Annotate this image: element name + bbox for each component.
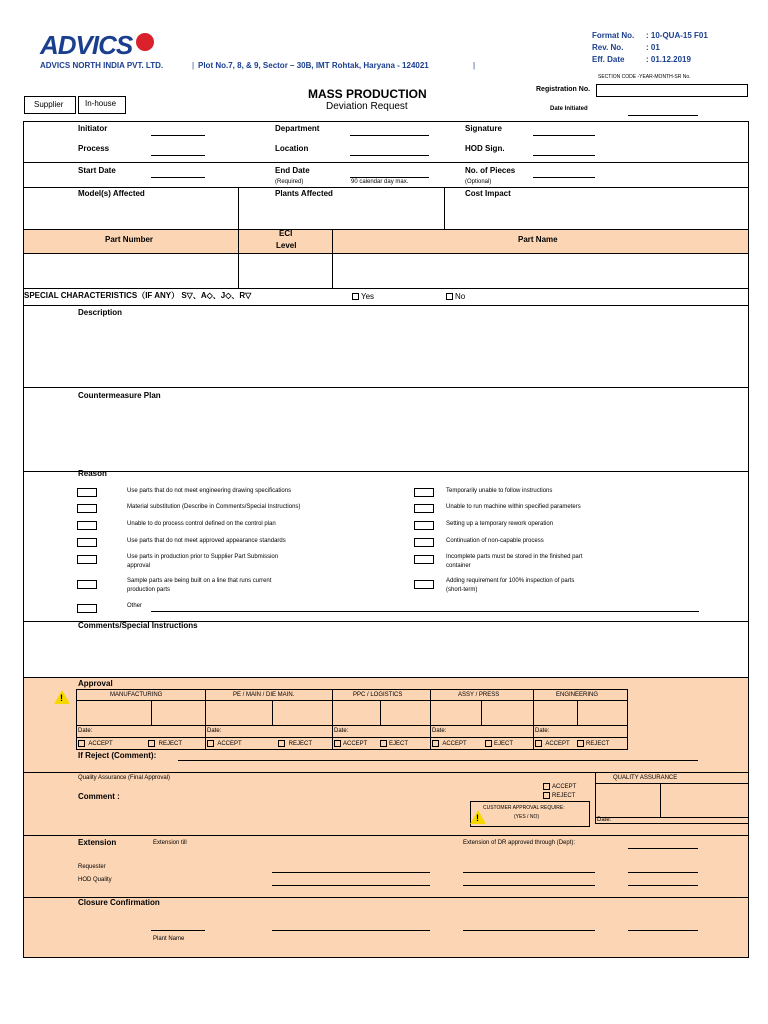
approval-grid-v5b bbox=[577, 700, 578, 725]
reject-checkbox-2[interactable] bbox=[278, 740, 285, 747]
initiator-field[interactable] bbox=[151, 135, 205, 136]
form-title: MASS PRODUCTION bbox=[308, 87, 427, 101]
reason-checkbox-l5[interactable] bbox=[77, 555, 97, 564]
special-yes-label: Yes bbox=[361, 292, 375, 301]
reason-checkbox-r1[interactable] bbox=[414, 488, 434, 497]
reject-text-3: EJECT bbox=[389, 741, 409, 748]
plant-name-label: Plant Name bbox=[153, 936, 185, 942]
form-subtitle: Deviation Request bbox=[326, 101, 408, 112]
accept-checkbox-3[interactable] bbox=[334, 740, 341, 747]
reason-r6-cont: (short-term) bbox=[446, 587, 478, 593]
logo-red-dot bbox=[136, 33, 154, 51]
reject-4[interactable] bbox=[485, 740, 513, 747]
approval-grid-v4b bbox=[481, 700, 482, 725]
location-label: Location bbox=[275, 144, 309, 153]
if-reject-field[interactable] bbox=[178, 760, 698, 761]
customer-approval-line2: (YES / NO) bbox=[514, 814, 540, 820]
reason-checkbox-r2[interactable] bbox=[414, 504, 434, 513]
reason-r2: Unable to run machine within specified parameters bbox=[446, 504, 581, 510]
cost-impact-label: Cost Impact bbox=[465, 189, 511, 198]
date-label-5: Date: bbox=[535, 728, 550, 734]
date-label-2: Date: bbox=[207, 728, 222, 734]
extension-dr-label: Extension of DR approved through (Dept): bbox=[463, 840, 576, 846]
qa-date-label: Date: bbox=[597, 817, 612, 823]
rev-no-value: : 01 bbox=[646, 43, 660, 52]
reject-1[interactable] bbox=[148, 740, 182, 747]
logo-text: ADVICS bbox=[40, 30, 133, 60]
reason-checkbox-other[interactable] bbox=[77, 604, 97, 613]
reject-checkbox-5[interactable] bbox=[577, 740, 584, 747]
process-label: Process bbox=[78, 144, 110, 153]
approval-grid-h2 bbox=[76, 725, 628, 726]
reason-checkbox-l3[interactable] bbox=[77, 521, 97, 530]
format-no-label: Format No. bbox=[592, 31, 635, 40]
signature-label: Signature bbox=[465, 124, 502, 133]
hod-quality-label: HOD Quality bbox=[78, 877, 112, 883]
reason-r5-cont: container bbox=[446, 563, 471, 569]
reject-text-2: REJECT bbox=[288, 741, 313, 748]
reason-l1: Use parts that do not meet engineering drawing specifications bbox=[127, 488, 292, 494]
hod-sign-label: HOD Sign. bbox=[465, 144, 505, 153]
reason-checkbox-l1[interactable] bbox=[77, 488, 97, 497]
company-name: ADVICS NORTH INDIA PVT. LTD. bbox=[40, 61, 164, 70]
reason-checkbox-r4[interactable] bbox=[414, 538, 434, 547]
info-col-1 bbox=[238, 187, 239, 229]
hod-quality-field-3[interactable] bbox=[628, 885, 698, 886]
dept-engineering: ENGINEERING bbox=[556, 692, 599, 698]
accept-checkbox-2[interactable] bbox=[207, 740, 214, 747]
department-label: Department bbox=[275, 124, 320, 133]
approval-grid-v3b bbox=[380, 700, 381, 725]
approval-grid-v3 bbox=[430, 689, 431, 750]
approval-grid-v1 bbox=[205, 689, 206, 750]
qa-box-date-line bbox=[595, 817, 749, 818]
reject-checkbox-4[interactable] bbox=[485, 740, 492, 747]
approval-title: Approval bbox=[78, 679, 113, 688]
optional-note: (Optional) bbox=[465, 179, 492, 185]
accept-checkbox-1[interactable] bbox=[78, 740, 85, 747]
approval-grid-v2b bbox=[272, 700, 273, 725]
reason-checkbox-r5[interactable] bbox=[414, 555, 434, 564]
inhouse-label: In-house bbox=[85, 99, 117, 108]
initiator-label: Initiator bbox=[78, 124, 108, 133]
calendar-note: 90 calendar day max. bbox=[351, 179, 409, 185]
pieces-label: No. of Pieces bbox=[465, 166, 516, 175]
requester-label: Requester bbox=[78, 864, 106, 870]
reason-r4: Continuation of non-capable process bbox=[446, 538, 544, 544]
registration-label: Registration No. bbox=[536, 86, 591, 93]
accept-1[interactable] bbox=[78, 740, 113, 747]
section-code: SECTION CODE -YEAR-MONTH-SR No. bbox=[598, 74, 691, 80]
dept-pe: PE / MAIN / DIE MAIN. bbox=[233, 692, 295, 698]
reject-text-5: REJECT bbox=[586, 741, 610, 748]
comments-label: Comments/Special Instructions bbox=[78, 621, 198, 630]
yes-checkbox[interactable] bbox=[352, 293, 359, 300]
qa-final-label: Quality Assurance (Final Approval) bbox=[78, 775, 171, 781]
reason-r6: Adding requirement for 100% inspection of parts bbox=[446, 578, 575, 584]
qa-accept[interactable] bbox=[543, 783, 576, 790]
rev-no-label: Rev. No. bbox=[592, 43, 624, 52]
reason-checkbox-r6[interactable] bbox=[414, 580, 434, 589]
pieces-field[interactable] bbox=[533, 177, 595, 178]
extension-dept-field[interactable] bbox=[628, 848, 698, 849]
special-char-label: SPECIAL CHARACTERISTICS（IF ANY） S▽、A◇、J◇、R▽ bbox=[24, 291, 252, 300]
info-col-2 bbox=[444, 187, 445, 229]
hod-sign-field[interactable] bbox=[533, 155, 595, 156]
description-label: Description bbox=[78, 308, 123, 317]
end-date-label: End Date bbox=[275, 166, 310, 175]
qa-box-divider bbox=[660, 783, 661, 817]
reason-checkbox-r3[interactable] bbox=[414, 521, 434, 530]
qa-accept-checkbox[interactable] bbox=[543, 783, 550, 790]
accept-5[interactable] bbox=[535, 740, 570, 747]
date-label-3: Date: bbox=[334, 728, 349, 734]
registration-field[interactable] bbox=[596, 84, 748, 97]
accept-text-1: ACCEPT bbox=[88, 741, 113, 748]
date-label-4: Date: bbox=[432, 728, 447, 734]
qa-accept-text: ACCEPT bbox=[552, 784, 577, 791]
info-divider-2 bbox=[23, 187, 749, 188]
reason-l4: Use parts that do not meet approved appearance standards bbox=[127, 538, 286, 544]
company-sep-right: | bbox=[473, 61, 476, 70]
reject-text-1: REJECT bbox=[158, 741, 183, 748]
parts-col-1 bbox=[238, 229, 239, 289]
if-reject-label: If Reject (Comment): bbox=[78, 751, 157, 760]
reject-2[interactable] bbox=[278, 740, 312, 747]
qa-box-header-line bbox=[595, 783, 749, 784]
accept-4[interactable] bbox=[432, 740, 467, 747]
date-initiated-label: Date Initiated bbox=[550, 106, 588, 112]
reason-l6-cont: production parts bbox=[127, 587, 171, 593]
qa-reject-checkbox[interactable] bbox=[543, 792, 550, 799]
approval-grid-h3 bbox=[76, 737, 628, 738]
part-number-header: Part Number bbox=[105, 235, 154, 244]
reason-r3: Setting up a temporary rework operation bbox=[446, 521, 554, 527]
reason-r5: Incomplete parts must be stored in the finished part bbox=[446, 554, 583, 560]
special-yes[interactable] bbox=[352, 293, 374, 301]
qa-reject-text: REJECT bbox=[552, 793, 576, 800]
reject-5[interactable] bbox=[577, 740, 609, 747]
dept-assy: ASSY / PRESS bbox=[458, 692, 500, 698]
special-no-label: No bbox=[455, 292, 466, 301]
reject-3[interactable] bbox=[380, 740, 408, 747]
reason-checkbox-l4[interactable] bbox=[77, 538, 97, 547]
supplier-label: Supplier bbox=[34, 100, 64, 109]
end-date-field[interactable] bbox=[350, 177, 429, 178]
part-name-header: Part Name bbox=[518, 235, 558, 244]
reason-checkbox-l6[interactable] bbox=[77, 580, 97, 589]
countermeasure-label: Countermeasure Plan bbox=[78, 391, 161, 400]
customer-approval-line1: CUSTOMER APPROVAL REQUIRE: bbox=[483, 805, 565, 811]
special-bottom bbox=[23, 305, 749, 306]
location-field[interactable] bbox=[350, 155, 429, 156]
dept-ppc: PPC / LOGISTICS bbox=[353, 692, 403, 698]
requester-field-1[interactable] bbox=[272, 872, 430, 873]
company-sep-left: | bbox=[192, 61, 195, 70]
reason-l3: Unable to do process control defined on the control plan bbox=[127, 521, 276, 527]
closure-field-4[interactable] bbox=[628, 930, 698, 931]
approval-grid-v2 bbox=[332, 689, 333, 750]
extension-title: Extension bbox=[78, 838, 117, 847]
reason-r1: Temporarily unable to follow instructions bbox=[446, 488, 553, 494]
qa-bottom bbox=[23, 835, 749, 836]
reason-l6: Sample parts are being built on a line that runs current bbox=[127, 578, 272, 584]
reject-text-4: EJECT bbox=[494, 741, 514, 748]
reason-checkbox-l2[interactable] bbox=[77, 504, 97, 513]
special-no[interactable] bbox=[446, 293, 465, 301]
no-checkbox[interactable] bbox=[446, 293, 453, 300]
accept-text-5: ACCEPT bbox=[545, 741, 570, 748]
reject-checkbox-3[interactable] bbox=[380, 740, 387, 747]
closure-title: Closure Confirmation bbox=[78, 898, 160, 907]
warning-icon: ! bbox=[54, 690, 70, 704]
approval-grid-v4 bbox=[533, 689, 534, 750]
reason-label: Reason bbox=[78, 469, 107, 478]
reason-l5-cont: approval bbox=[127, 563, 151, 569]
qa-header: QUALITY ASSURANCE bbox=[613, 775, 678, 781]
plants-affected-label: Plants Affected bbox=[275, 189, 333, 198]
department-field[interactable] bbox=[350, 135, 429, 136]
signature-field[interactable] bbox=[533, 135, 595, 136]
accept-text-2: ACCEPT bbox=[217, 741, 242, 748]
format-no-value: : 10-QUA-15 F01 bbox=[646, 31, 708, 40]
other-label: Other bbox=[127, 603, 143, 609]
accept-text-4: ACCEPT bbox=[442, 741, 467, 748]
parts-col-2 bbox=[332, 229, 333, 289]
requester-field-3[interactable] bbox=[628, 872, 698, 873]
reason-l5: Use parts in production prior to Supplier Part Submission bbox=[127, 554, 279, 560]
closure-field-1[interactable] bbox=[151, 930, 205, 931]
required-note: (Required) bbox=[275, 179, 304, 185]
customer-warning-icon: ! bbox=[470, 810, 486, 824]
company-logo bbox=[40, 30, 180, 60]
qa-comment-label: Comment : bbox=[78, 792, 120, 801]
start-date-label: Start Date bbox=[78, 166, 116, 175]
dept-manufacturing: MANUFACTURING bbox=[110, 692, 163, 698]
parts-bottom bbox=[23, 288, 749, 289]
requester-field-2[interactable] bbox=[463, 872, 595, 873]
accept-text-3: ACCEPT bbox=[343, 741, 368, 748]
extension-till-label: Extension till bbox=[153, 840, 187, 846]
accept-checkbox-4[interactable] bbox=[432, 740, 439, 747]
approval-grid-v1b bbox=[151, 700, 152, 725]
eci-header-2: Level bbox=[276, 241, 297, 250]
description-bottom bbox=[23, 387, 749, 388]
accept-2[interactable] bbox=[207, 740, 242, 747]
models-affected-label: Model(s) Affected bbox=[78, 189, 145, 198]
closure-field-3[interactable] bbox=[463, 930, 595, 931]
reject-checkbox-1[interactable] bbox=[148, 740, 155, 747]
approval-grid-h1 bbox=[76, 700, 628, 701]
process-field[interactable] bbox=[151, 155, 205, 156]
company-address: Plot No.7, 8, & 9, Sector – 30B, IMT Rohtak, Haryana - 124021 bbox=[198, 61, 429, 70]
info-divider-1 bbox=[23, 162, 749, 163]
eci-header-1: ECI bbox=[279, 229, 293, 238]
reason-l2: Material substitution (Describe in Comments/Special Instructions) bbox=[127, 504, 301, 510]
closure-field-2[interactable] bbox=[272, 930, 430, 931]
countermeasure-bottom bbox=[23, 471, 749, 472]
start-date-field[interactable] bbox=[151, 177, 205, 178]
date-label-1: Date: bbox=[78, 728, 93, 734]
eff-date-value: : 01.12.2019 bbox=[646, 55, 691, 64]
hod-quality-field-2[interactable] bbox=[463, 885, 595, 886]
accept-3[interactable] bbox=[334, 740, 367, 747]
eff-date-label: Eff. Date bbox=[592, 55, 625, 64]
other-field[interactable] bbox=[151, 611, 699, 612]
qa-reject[interactable] bbox=[543, 792, 575, 799]
accept-checkbox-5[interactable] bbox=[535, 740, 542, 747]
date-initiated-field[interactable] bbox=[628, 115, 698, 116]
hod-quality-field-1[interactable] bbox=[272, 885, 430, 886]
